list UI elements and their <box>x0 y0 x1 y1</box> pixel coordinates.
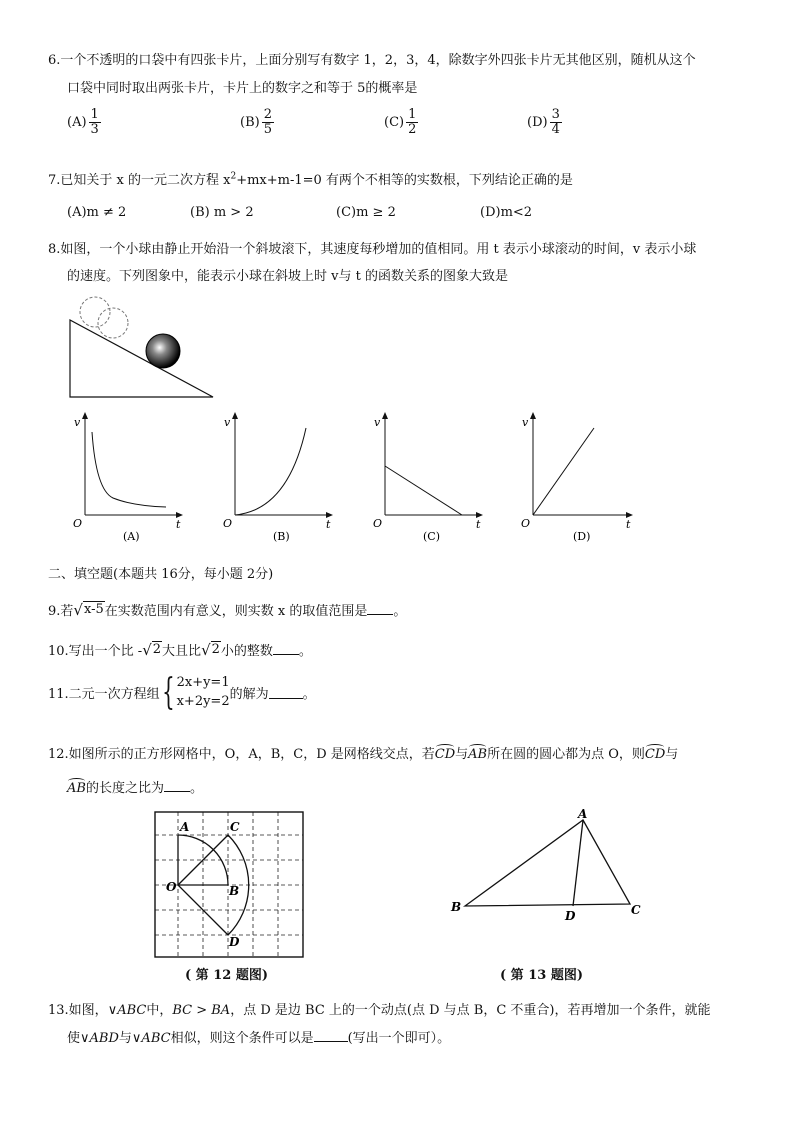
dashed-ball-1 <box>80 297 110 327</box>
q7-option-a: (A)m ≠ 2 <box>67 205 127 220</box>
svg-text:B: B <box>451 900 462 914</box>
section-2-heading: 二、填空题(本题共 16分，每小题 2分) <box>48 567 274 582</box>
svg-text:O: O <box>373 517 383 530</box>
svg-text:D: D <box>229 935 240 949</box>
q6-line1: 6.一个不透明的口袋中有四张卡片，上面分别写有数字 1，2，3，4，除数字外四张卡片无其他区别，随机从这个 <box>48 53 696 68</box>
q6-option-b: (B) $\frac{2}{5}$ <box>240 107 272 137</box>
graph-c <box>368 410 488 545</box>
caption-fig-12: ( 第 12 题图) <box>185 968 268 983</box>
svg-text:A: A <box>180 820 190 834</box>
q12-line1: 12.如图所示的正方形网格中，O，A，B，C，D 是网格线交点，若CD与AB所在圆的圆心都为点 O，则CD与 <box>48 747 679 762</box>
graph-d <box>516 410 641 545</box>
svg-text:v: v <box>224 416 231 429</box>
graph-d-line <box>533 428 594 515</box>
svg-text:t: t <box>176 518 181 531</box>
q7-option-c: (C)m ≥ 2 <box>336 205 396 220</box>
svg-text:O: O <box>521 517 531 530</box>
q7-stem: 7.已知关于 x 的一元二次方程 $x^2+mx+m-1=0$ 有两个不相等的实数根，下列结论正确的是 <box>48 171 573 188</box>
q13-line1: 13.如图，∨ABC中，BC > BA，点 D 是边 BC 上的一个动点(点 D 与点 B，C 不重合)，若再增加一个条件，就能 <box>48 1003 711 1018</box>
q6-option-d: (D) $\frac{3}{4}$ <box>527 107 560 137</box>
graph-b-curve <box>235 428 306 515</box>
q8-line1: 8.如图，一个小球由静止开始沿一个斜坡滚下，其速度每秒增加的值相同。用 t 表示小球滚动的时间，v 表示小球 <box>48 242 697 257</box>
svg-text:t: t <box>476 518 481 531</box>
slope-figure <box>60 295 230 400</box>
q7-option-d: (D)m<2 <box>480 205 533 220</box>
svg-text:t: t <box>626 518 631 531</box>
q7-option-b: (B) m > 2 <box>190 205 254 220</box>
svg-text:v: v <box>522 416 529 429</box>
slope-triangle <box>70 320 213 397</box>
q8-line2: 的速度。下列图象中，能表示小球在斜坡上时 v与 t 的函数关系的图象大致是 <box>67 269 508 284</box>
svg-text:O: O <box>73 517 83 530</box>
q10: 10.写出一个比 - √ 2 大且比 √ 2 小的整数 。 <box>48 641 312 659</box>
svg-text:C: C <box>631 903 641 917</box>
svg-text:v: v <box>374 416 381 429</box>
svg-text:B: B <box>229 884 240 898</box>
graph-b <box>218 410 338 545</box>
graph-a-curve <box>92 432 166 507</box>
segment-ad <box>573 820 583 906</box>
svg-text:(C): (C) <box>423 530 440 543</box>
q6-option-c: (C) $\frac{1}{2}$ <box>384 107 417 137</box>
svg-text:A: A <box>578 808 588 821</box>
svg-text:(A): (A) <box>123 530 140 543</box>
caption-fig-13: ( 第 13 题图) <box>500 968 583 983</box>
svg-text:C: C <box>230 820 240 834</box>
svg-text:(D): (D) <box>573 530 591 543</box>
graph-c-line <box>385 466 462 515</box>
svg-text:v: v <box>74 416 81 429</box>
svg-text:t: t <box>326 518 331 531</box>
svg-text:O: O <box>166 880 177 894</box>
q6-option-a: (A) $\frac{1}{3}$ <box>67 107 99 137</box>
svg-text:(B): (B) <box>273 530 290 543</box>
svg-text:D: D <box>565 909 576 923</box>
grid-figure-12 <box>150 805 310 965</box>
q6-line2: 口袋中同时取出两张卡片，卡片上的数字之和等于 5的概率是 <box>67 81 418 96</box>
q13-line2: 使∨ABD与∨ABC相似，则这个条件可以是 (写出一个即可）。 <box>67 1031 451 1046</box>
dashed-ball-2 <box>98 308 128 338</box>
graph-a <box>68 410 188 545</box>
ball <box>146 334 180 368</box>
triangle-figure-13 <box>445 808 650 923</box>
q9: 9.若 √ x-5 在实数范围内有意义，则实数 x 的取值范围是 。 <box>48 601 407 619</box>
triangle-abc <box>465 820 630 906</box>
q11: 11.二元一次方程组 { 2x+y=1 x+2y=2 的解为 。 <box>48 671 316 713</box>
svg-text:O: O <box>223 517 233 530</box>
q12-line2: AB的长度之比为 。 <box>67 781 203 796</box>
